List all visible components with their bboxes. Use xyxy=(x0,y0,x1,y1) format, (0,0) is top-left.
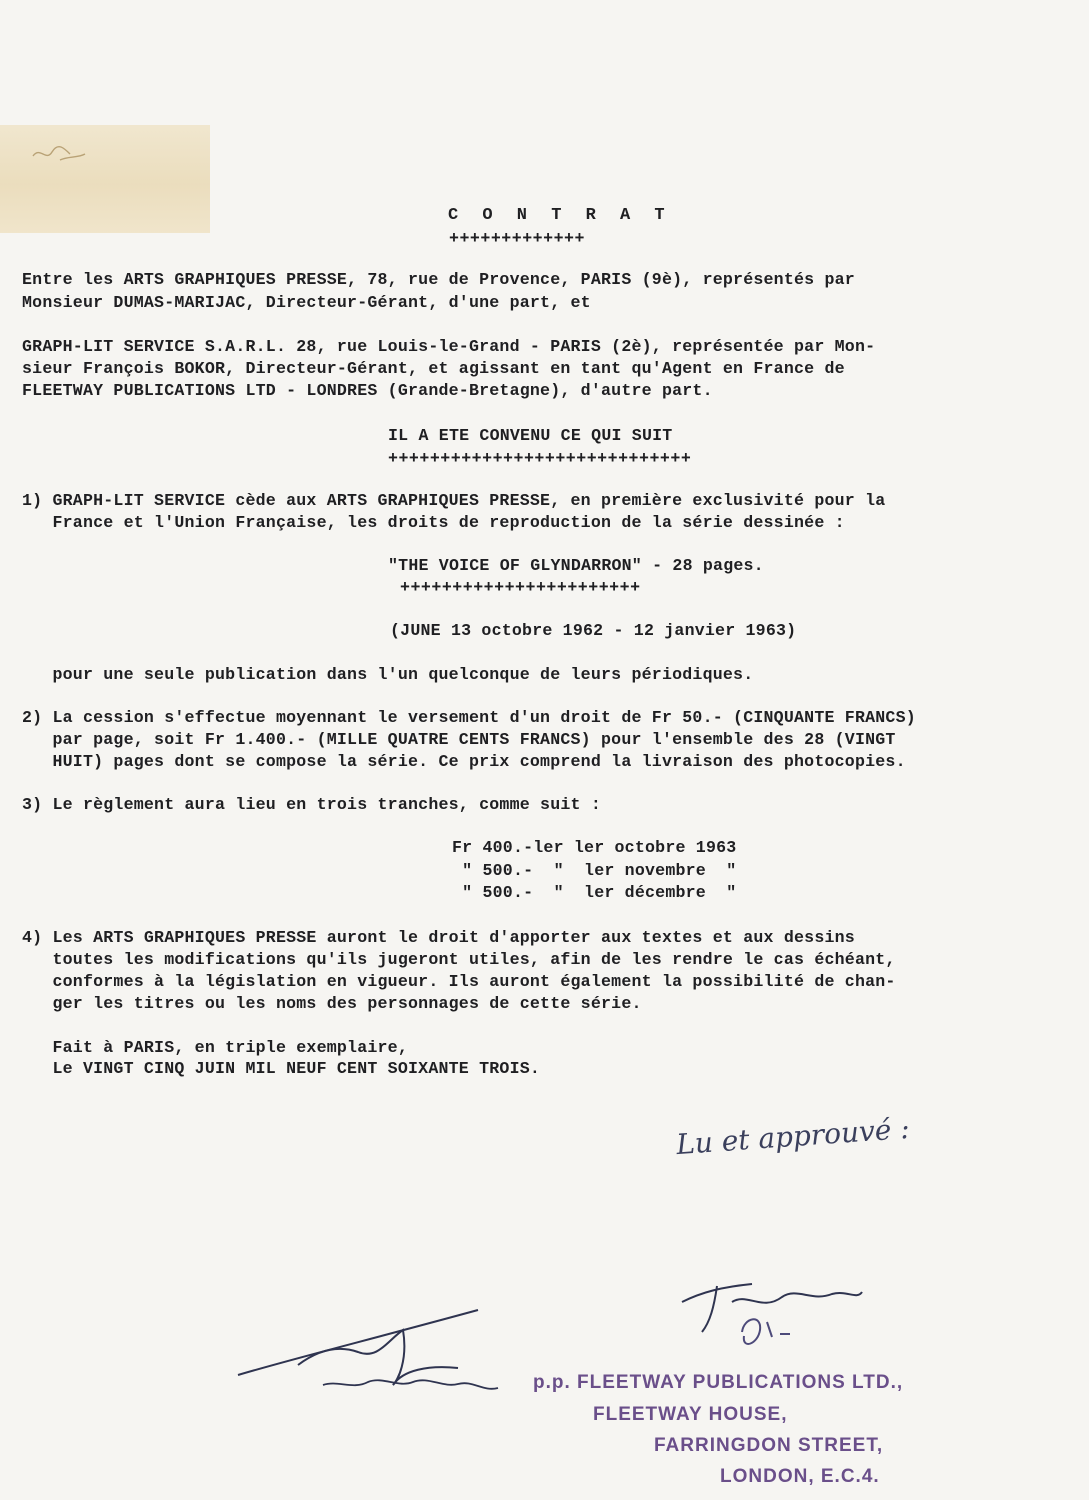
convenu-heading: IL A ETE CONVENU CE QUI SUIT xyxy=(388,426,673,445)
signature-left xyxy=(228,1290,518,1430)
contract-title: C O N T R A T xyxy=(448,206,672,225)
stamp-line-1: p.p. FLEETWAY PUBLICATIONS LTD., xyxy=(533,1372,904,1393)
clause-4-line-2: toutes les modifications qu'ils jugeront utiles, afin de les rendre le cas échéant, xyxy=(22,950,896,969)
convenu-separator: +++++++++++++++++++++++++++++ xyxy=(388,449,692,468)
clause-1-line-2: France et l'Union Française, les droits de reproduction de la série dessinée : xyxy=(22,513,845,532)
clause-2-line-3: HUIT) pages dont se compose la série. Ce prix comprend la livraison des photocopies. xyxy=(22,752,906,771)
party-two-line-3: FLEETWAY PUBLICATIONS LTD - LONDRES (Grande-Bretagne), d'autre part. xyxy=(22,381,713,400)
closing-line-2: Le VINGT CINQ JUIN MIL NEUF CENT SOIXANTE TROIS. xyxy=(22,1059,541,1078)
party-two-line-1: GRAPH-LIT SERVICE S.A.R.L. 28, rue Louis-le-Grand - PARIS (2è), représentée par Mon- xyxy=(22,337,876,356)
clause-4-line-1: 4) Les ARTS GRAPHIQUES PRESSE auront le droit d'apporter aux textes et aux dessins xyxy=(22,928,855,947)
tranche-2: " 500.- " ler novembre " xyxy=(452,861,737,880)
clause-2-line-2: par page, soit Fr 1.400.- (MILLE QUATRE CENTS FRANCS) pour l'ensemble des 28 (VINGT xyxy=(22,730,896,749)
clause-2-line-1: 2) La cession s'effectue moyennant le versement d'un droit de Fr 50.- (CINQUANTE FRANCS) xyxy=(22,708,916,727)
series-separator: +++++++++++++++++++++++ xyxy=(400,578,641,597)
clause-1-line-3: pour une seule publication dans l'un quelconque de leurs périodiques. xyxy=(22,665,754,684)
tranche-3: " 500.- " ler décembre " xyxy=(452,883,737,902)
stamp-line-4: LONDON, E.C.4. xyxy=(720,1466,880,1487)
party-one-line-2: Monsieur DUMAS-MARIJAC, Directeur-Gérant, d'une part, et xyxy=(22,293,591,312)
clause-1-line-1: 1) GRAPH-LIT SERVICE cède aux ARTS GRAPHIQUES PRESSE, en première exclusivité pour la xyxy=(22,491,886,510)
clause-4-line-3: conformes à la législation en vigueur. Ils auront également la possibilité de chan- xyxy=(22,972,896,991)
signature-right xyxy=(672,1272,872,1362)
stamp-line-2: FLEETWAY HOUSE, xyxy=(593,1404,788,1425)
tranche-1: Fr 400.-ler ler octobre 1963 xyxy=(452,838,737,857)
handwritten-approval: Lu et approuvé : xyxy=(675,1111,911,1162)
series-dates: (JUNE 13 octobre 1962 - 12 janvier 1963) xyxy=(390,621,797,640)
clause-4-line-4: ger les titres ou les noms des personnages de cette série. xyxy=(22,994,642,1013)
clause-3-line-1: 3) Le règlement aura lieu en trois tranches, comme suit : xyxy=(22,795,601,814)
pencil-mark-icon xyxy=(30,138,90,168)
title-separator: +++++++++++++ xyxy=(449,229,585,248)
stamp-line-3: FARRINGDON STREET, xyxy=(654,1435,884,1456)
party-two-line-2: sieur François BOKOR, Directeur-Gérant, et agissant en tant qu'Agent en France de xyxy=(22,359,845,378)
closing-line-1: Fait à PARIS, en triple exemplaire, xyxy=(22,1038,408,1057)
series-title: "THE VOICE OF GLYNDARRON" - 28 pages. xyxy=(388,556,764,575)
party-one-line-1: Entre les ARTS GRAPHIQUES PRESSE, 78, rue de Provence, PARIS (9è), représentés par xyxy=(22,270,855,289)
